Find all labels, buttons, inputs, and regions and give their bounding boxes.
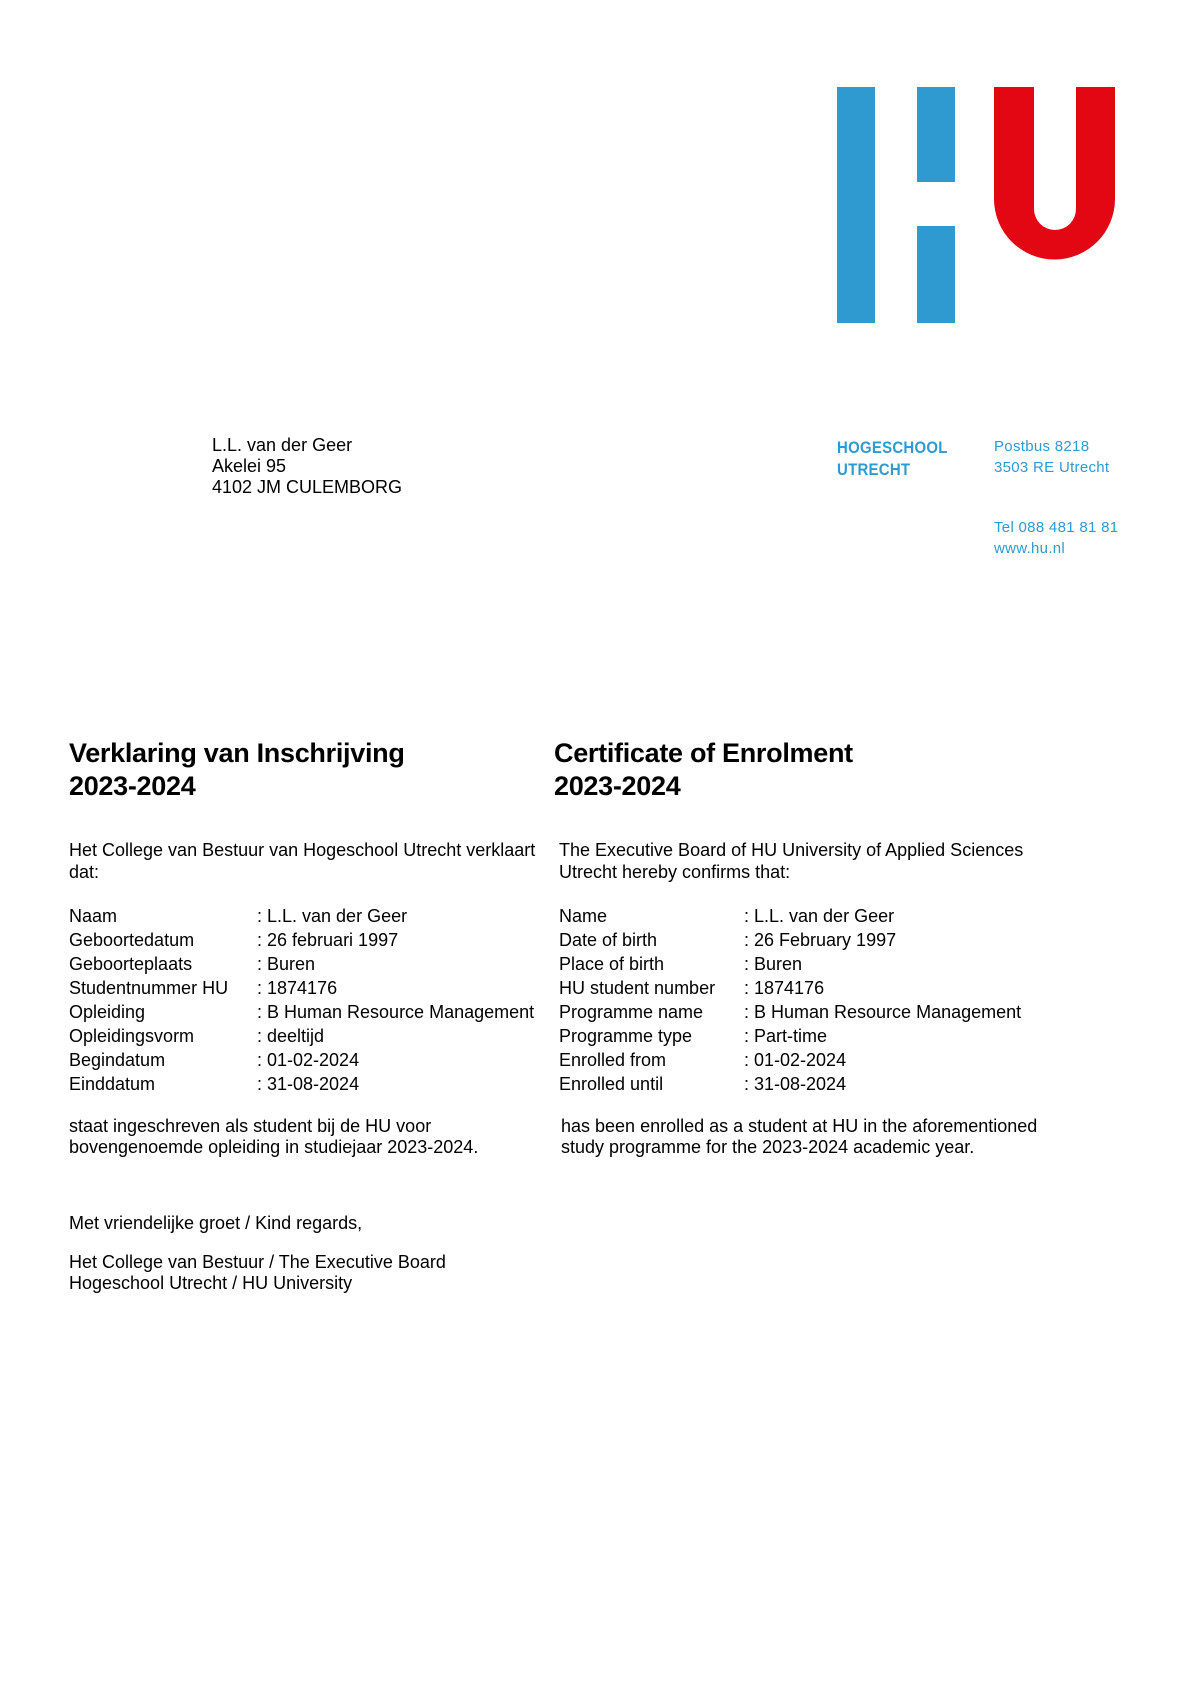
logo-u-shape <box>994 87 1115 260</box>
signatory-line1: Het College van Bestuur / The Executive Board <box>69 1252 446 1272</box>
dutch-value-opleiding: : B Human Resource Management <box>257 1002 535 1022</box>
dutch-outro <box>69 1116 559 1158</box>
english-label-place-of-birth: Place of birth <box>559 954 665 974</box>
dutch-label-studentnummer: Studentnummer HU <box>69 978 229 998</box>
logo-h-left-bar <box>837 87 875 323</box>
english-value-name: : L.L. van der Geer <box>744 906 895 926</box>
english-value-student-number: : 1874176 <box>744 978 825 998</box>
english-label-student-number: HU student number <box>559 978 716 998</box>
dutch-label-geboorteplaats: Geboorteplaats <box>69 954 193 974</box>
english-intro-line2: Utrecht hereby confirms that: <box>559 862 791 882</box>
dutch-label-begindatum: Begindatum <box>69 1050 166 1070</box>
english-value-programme-type: : Part-time <box>744 1026 828 1046</box>
dutch-label-naam: Naam <box>69 906 118 926</box>
addressee-name: L.L. van der Geer <box>212 435 353 455</box>
dutch-value-geboorteplaats: : Buren <box>257 954 316 974</box>
english-intro-line1: The Executive Board of HU University of Applied Sciences <box>559 840 1024 860</box>
english-label-name: Name <box>559 906 608 926</box>
english-value-programme-name: : B Human Resource Management <box>744 1002 1022 1022</box>
dutch-label-einddatum: Einddatum <box>69 1074 156 1094</box>
english-value-place-of-birth: : Buren <box>744 954 803 974</box>
dutch-heading <box>69 737 559 803</box>
closing-block <box>69 1213 446 1294</box>
dutch-label-geboortedatum: Geboortedatum <box>69 930 195 950</box>
logo-h-right-bottom-bar <box>917 226 955 323</box>
addressee-street: Akelei 95 <box>212 456 287 476</box>
school-name-line2: UTRECHT <box>837 460 911 479</box>
english-outro-line1: has been enrolled as a student at HU in the aforementioned <box>561 1116 1038 1136</box>
dutch-value-einddatum: : 31-08-2024 <box>257 1074 360 1094</box>
school-name <box>837 437 948 481</box>
english-year: 2023-2024 <box>554 771 681 801</box>
addressee-block <box>212 435 402 498</box>
dutch-value-studentnummer: : 1874176 <box>257 978 338 998</box>
english-section <box>554 737 1074 1158</box>
dutch-title: Verklaring van Inschrijving <box>69 738 405 768</box>
english-label-programme-type: Programme type <box>559 1026 693 1046</box>
dutch-outro-line2: bovengenoemde opleiding in studiejaar 2023-2024. <box>69 1137 479 1157</box>
english-value-enrolled-from: : 01-02-2024 <box>744 1050 847 1070</box>
english-label-date-of-birth: Date of birth <box>559 930 658 950</box>
dutch-label-opleidingsvorm: Opleidingsvorm <box>69 1026 195 1046</box>
signatory <box>69 1252 446 1294</box>
dutch-details <box>69 904 559 1096</box>
dutch-value-opleidingsvorm: : deeltijd <box>257 1026 325 1046</box>
english-value-date-of-birth: : 26 February 1997 <box>744 930 897 950</box>
dutch-value-naam: : L.L. van der Geer <box>257 906 408 926</box>
sender-tel: Tel 088 481 81 81 <box>994 519 1119 536</box>
english-label-programme-name: Programme name <box>559 1002 704 1022</box>
english-label-enrolled-until: Enrolled until <box>559 1074 664 1094</box>
english-title: Certificate of Enrolment <box>554 738 853 768</box>
english-outro-line2: study programme for the 2023-2024 academic year. <box>561 1137 975 1157</box>
logo-h-right-top-bar <box>917 87 955 182</box>
dutch-value-begindatum: : 01-02-2024 <box>257 1050 360 1070</box>
closing-greeting: Met vriendelijke groet / Kind regards, <box>69 1213 363 1233</box>
sender-contact <box>994 436 1118 559</box>
english-value-enrolled-until: : 31-08-2024 <box>744 1074 847 1094</box>
english-intro <box>559 839 1074 883</box>
english-details <box>559 904 1074 1096</box>
dutch-value-geboortedatum: : 26 februari 1997 <box>257 930 399 950</box>
sender-postbus: Postbus 8218 <box>994 438 1090 455</box>
english-outro <box>561 1116 1074 1158</box>
signatory-line2: Hogeschool Utrecht / HU University <box>69 1273 353 1293</box>
sender-postal: 3503 RE Utrecht <box>994 459 1110 476</box>
sender-web: www.hu.nl <box>994 540 1066 557</box>
english-heading <box>554 737 1074 803</box>
hu-logo <box>837 87 1115 323</box>
dutch-year: 2023-2024 <box>69 771 196 801</box>
addressee-city: 4102 JM CULEMBORG <box>212 477 403 497</box>
dutch-section <box>69 737 559 1158</box>
dutch-intro: Het College van Bestuur van Hogeschool Utrecht verklaart dat: <box>69 840 536 882</box>
dutch-outro-line1: staat ingeschreven als student bij de HU voor <box>69 1116 432 1136</box>
english-label-enrolled-from: Enrolled from <box>559 1050 667 1070</box>
school-name-line1: HOGESCHOOL <box>837 438 948 457</box>
dutch-label-opleiding: Opleiding <box>69 1002 146 1022</box>
